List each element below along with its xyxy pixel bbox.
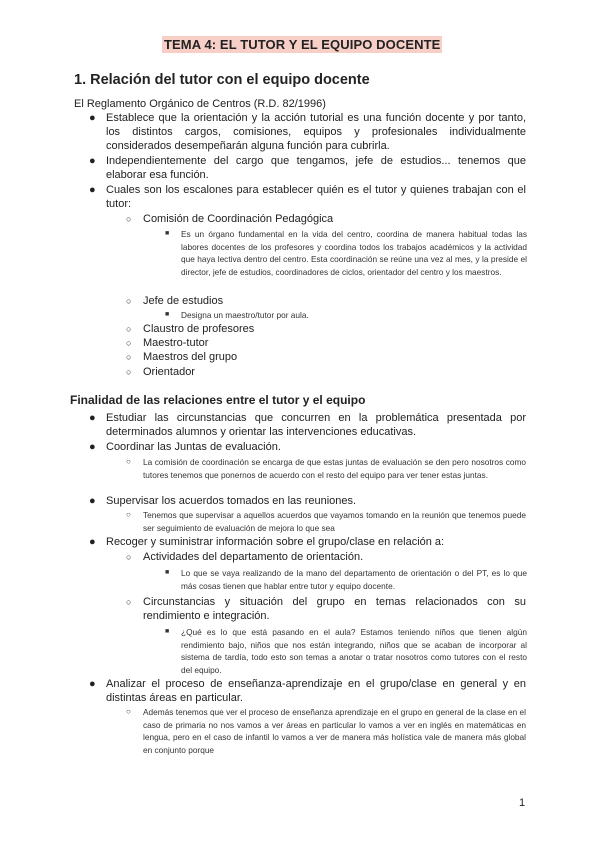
list-item: ○ Claustro de profesores bbox=[126, 323, 255, 335]
document-title: TEMA 4: EL TUTOR Y EL EQUIPO DOCENTE bbox=[164, 37, 441, 52]
list-item: ● Analizar el proceso de enseñanza-aprendizaje en el grupo/clase en general y en distintas áreas en particular. bbox=[89, 678, 526, 704]
list-item: ● Coordinar las Juntas de evaluación. bbox=[89, 441, 281, 453]
circle-bullet-icon: ○ bbox=[126, 296, 132, 306]
bullet-icon: ● bbox=[89, 441, 96, 453]
list-item: ○ Además tenemos que ver el proceso de enseñanza aprendizaje en el grupo en general de la clase en el caso de primaria no nos vamos a ver áreas en particular lo vamos a ver en inglés en matemáticas en lengua, pero en el caso de infantil lo vamos a ver de manera más holística vale de manera más global en conjunto porque bbox=[126, 707, 526, 755]
square-bullet-icon: ■ bbox=[165, 230, 170, 237]
list-item: ■ Es un órgano fundamental en la vida del centro, coordina de manera habitual todas las labores docentes de los profesores y coordina todos los trabajos académicos y la actividad que haya lectiva dentro del centro. Esta coordinación se reúne una vez al mes, y la preside el director, jefe de estudios, coordinadores de ciclos, orientador del centro y los maestros. bbox=[165, 229, 527, 277]
list-item: ○ Jefe de estudios bbox=[126, 295, 224, 307]
circle-bullet-icon: ○ bbox=[126, 457, 131, 466]
list-item: ● Recoger y suministrar información sobre el grupo/clase en relación a: bbox=[89, 536, 445, 548]
section-heading-2: Finalidad de las relaciones entre el tutor y el equipo bbox=[70, 393, 366, 407]
list-item: ● Independientemente del cargo que tengamos, jefe de estudios... tenemos que elaborar esa función. bbox=[89, 155, 526, 181]
circle-bullet-icon: ○ bbox=[126, 324, 132, 334]
list-item: ○ La comisión de coordinación se encarga de que estas juntas de evaluación se den pero nosotros como tutores tenemos que ponernos de acuerdo con el resto del equipo para ver tener estas juntas. bbox=[126, 457, 526, 480]
circle-bullet-icon: ○ bbox=[126, 597, 132, 607]
list-item: ■ ¿Qué es lo que está pasando en el aula? Estamos teniendo niños que tienen algún rendimiento bajo, niños que nos están integrando, niños que se acaban de incorporar al sistema de tardía, todo esto son temas a anotar o tratar nosotros como tutores con el resto del equipo. bbox=[165, 627, 527, 675]
bullet-icon: ● bbox=[89, 112, 96, 124]
circle-bullet-icon: ○ bbox=[126, 552, 132, 562]
bullet-icon: ● bbox=[89, 412, 96, 424]
circle-bullet-icon: ○ bbox=[126, 707, 131, 716]
bullet-icon: ● bbox=[89, 184, 96, 196]
list-item: ■ Designa un maestro/tutor por aula. bbox=[165, 310, 309, 320]
list-item: ○ Maestros del grupo bbox=[126, 351, 238, 363]
list-item: ○ Orientador bbox=[126, 366, 195, 378]
page-number: 1 bbox=[519, 797, 526, 809]
list-item: ● Establece que la orientación y la acción tutorial es una función docente y por tanto, los distintos cargos, comisiones, equipos y profesionales individualmente considerados desempeñarán alguna función para cubrirla. bbox=[89, 112, 526, 152]
bullet-icon: ● bbox=[89, 495, 96, 507]
list-item: ○ Actividades del departamento de orientación. bbox=[126, 551, 364, 563]
bullet-icon: ● bbox=[89, 678, 96, 690]
list-item: ○ Comisión de Coordinación Pedagógica bbox=[126, 213, 334, 225]
list-item: ● Cuales son los escalones para establecer quién es el tutor y quienes trabajan con el tutor: bbox=[89, 184, 526, 210]
square-bullet-icon: ■ bbox=[165, 628, 170, 635]
list-item: ■ Lo que se vaya realizando de la mano del departamento de orientación o del PT, es lo que más cosas tienen que hablar entre tutor y equipo docente. bbox=[165, 568, 527, 591]
circle-bullet-icon: ○ bbox=[126, 367, 132, 377]
list-item: ○ Circunstancias y situación del grupo en temas relacionados con su rendimiento e integración. bbox=[126, 596, 526, 622]
list-item: ● Supervisar los acuerdos tomados en las reuniones. bbox=[89, 495, 357, 507]
regulation-text: El Reglamento Orgánico de Centros (R.D. 82/1996) bbox=[74, 98, 326, 110]
square-bullet-icon: ■ bbox=[165, 311, 170, 318]
circle-bullet-icon: ○ bbox=[126, 214, 132, 224]
circle-bullet-icon: ○ bbox=[126, 352, 132, 362]
section-heading-1: 1. Relación del tutor con el equipo docente bbox=[74, 72, 370, 88]
circle-bullet-icon: ○ bbox=[126, 338, 132, 348]
list-item: ● Estudiar las circunstancias que concurren en la problemática presentada por determinados alumnos y orientar las intervenciones educativas. bbox=[89, 412, 526, 438]
bullet-icon: ● bbox=[89, 536, 96, 548]
bullet-icon: ● bbox=[89, 155, 96, 167]
square-bullet-icon: ■ bbox=[165, 569, 170, 576]
list-item: ○ Tenemos que supervisar a aquellos acuerdos que vayamos tomando en la reunión que tenemos puede ser seguimiento de evaluación de mejora lo que sea bbox=[126, 510, 526, 533]
list-item: ○ Maestro-tutor bbox=[126, 337, 209, 349]
circle-bullet-icon: ○ bbox=[126, 510, 131, 519]
